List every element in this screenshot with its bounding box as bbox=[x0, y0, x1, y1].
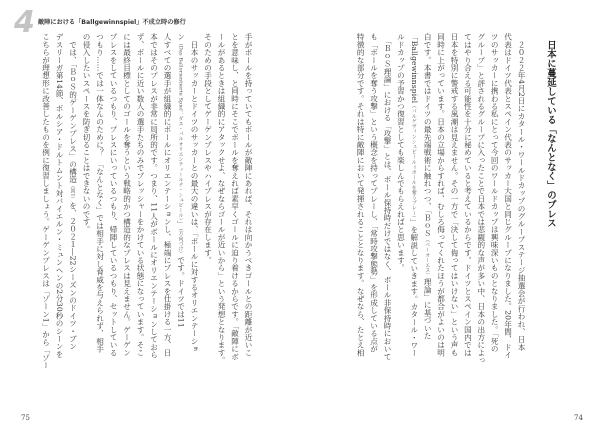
text-segment: 「ＢｏＳ理論」における「攻撃」とは、ボール保持時だけではなく、ボール非保持時において bbox=[383, 33, 392, 361]
text-line bbox=[409, 33, 419, 357]
text-segment: てはやり合える可能性を十分に秘めていると考えているからです。ドイツとスペイン国内では bbox=[463, 33, 473, 357]
text-line bbox=[355, 33, 365, 356]
text-segment: ツのサッカーに携わる私にとって今回のワールドカップは興味深いものとなりました。「死の bbox=[490, 33, 500, 353]
text-segment: つもり……では一体なんのために？ 「なんとなく」では相手に対し脅威を与えられず、相手 bbox=[95, 33, 105, 353]
text-segment: 日本のサッカーとドイツのサッカーとの最大の違いは、「ボールに対するオリエンテーショ bbox=[190, 33, 199, 353]
text-line bbox=[203, 33, 213, 264]
text-segment: グループ」と評されるグループに入ったことで日本では悲観的な声が多い中、日本の出方によっ bbox=[476, 33, 486, 365]
text-segment: こちらが理想形に改善したものを例に復習しましょう。ゲーゲンプレスは「ゾーン1」から「ゾー bbox=[41, 33, 51, 370]
text-segment: ず、ボールに近い数人の選手たちのみでプレッシャーをかけている状態になっています。そこ bbox=[136, 33, 145, 357]
running-head: 敵陣における「Ballgewinnspiel」不成立時の修行 bbox=[38, 19, 186, 26]
annotation: （バルゲヴィンシュピール＝ボールを奪うプレー） bbox=[410, 103, 417, 219]
text-segment: そのための手段としてゲーゲンプレスやハイプレスが存在します。 bbox=[203, 33, 213, 264]
text-line bbox=[216, 33, 226, 364]
text-segment: デスリーガ第14節、ボルシア・ドルトムント対バイエルン・ミュンヘンの2分30秒のシーンを bbox=[55, 33, 64, 358]
text-segment: 白です。本書ではドイツの最先端戦術に触れつつ、「ＢｏＳ bbox=[423, 33, 433, 238]
text-line bbox=[462, 33, 472, 356]
text-line bbox=[243, 33, 253, 356]
text-line bbox=[108, 33, 118, 356]
text-segment: 人すべての選手が組織的にボールにオリエンテーションし、極端にプレスを仕掛ける一方、日 bbox=[163, 33, 172, 357]
text-line bbox=[369, 33, 379, 353]
annotation: （ベーオーエス） bbox=[424, 237, 431, 278]
text-segment: 「Ballgewinnspiel bbox=[409, 33, 419, 104]
text-line bbox=[516, 33, 526, 351]
text-segment: 」を解説していきます。カタール・ワー bbox=[409, 218, 419, 357]
text-line bbox=[230, 33, 240, 360]
text-line bbox=[54, 33, 64, 358]
text-segment: の侵入したいスペースを防ぎ切ることはできないのです。 bbox=[82, 33, 91, 234]
text-line bbox=[68, 33, 78, 350]
page-number: 75 bbox=[21, 414, 30, 422]
text-line bbox=[176, 33, 186, 328]
right-page bbox=[300, 0, 600, 442]
text-line bbox=[489, 33, 499, 353]
text-segment: 特徴的な部分です。それは特に敵陣において発揮されることとなります。なぜなら、たとえ相 bbox=[356, 33, 366, 357]
annotation: （Das Ballorientierte Spiel：ダス・バルオリエンティールテ・シュピール） bbox=[177, 40, 184, 221]
text-segment: では、「ＢｏＳ的ゲーゲンプレス」の構造 bbox=[68, 33, 78, 184]
text-line bbox=[476, 33, 486, 364]
text-segment: には最終目標としてのゴールを奪うという戦略的かつ構造的なプレスは見えません。ゲーゲン bbox=[122, 33, 132, 357]
text-line bbox=[81, 33, 91, 233]
page-number: 74 bbox=[574, 414, 583, 422]
text-segment: も「ボールを奪う攻撃」という概念を持ってプレーし、「常時攻撃態勢」を形成している点が bbox=[369, 33, 379, 353]
text-line bbox=[395, 33, 405, 272]
text-segment: 本ではそのプレスが非常に局所的です。つまり、11人がボールにオリエンテーションしておら bbox=[149, 33, 159, 359]
text-line bbox=[503, 33, 513, 359]
text-line bbox=[382, 33, 392, 360]
text-segment: 」 bbox=[176, 220, 186, 229]
text-segment: 代表はドイツ代表とスペイン代表のサッカー大国と同じグループになりました。20年間、ドイ bbox=[503, 33, 513, 359]
text-line bbox=[149, 33, 159, 359]
text-segment: 同時に上がっています。日本の立場からすれば、むしろ侮ってくれたほうが都合がよいのは明 bbox=[436, 33, 446, 357]
text-line bbox=[189, 33, 199, 353]
text-line bbox=[449, 33, 459, 356]
chapter-number: 4 bbox=[14, 5, 35, 40]
text-segment: とを意味し、と同時にそこでボールを奪えれば素早くゴールに迫り着けるからです。「敵陣にボ bbox=[230, 33, 240, 361]
text-segment: を、２０２１―22シーズンのドイツ・ブン bbox=[68, 201, 78, 351]
text-line bbox=[422, 33, 432, 340]
text-line bbox=[122, 33, 132, 356]
annotation: （方向づけ） bbox=[177, 228, 184, 257]
annotation: （図1） bbox=[69, 183, 76, 202]
text-line bbox=[41, 33, 51, 369]
text-line bbox=[95, 33, 105, 353]
text-segment: です。ドイツでは11 bbox=[176, 256, 186, 328]
text-segment: ２０２２年4月2日にカタール・ワールドカップのグループステージ抽選会が行われ、日本 bbox=[517, 33, 526, 351]
text-line bbox=[436, 33, 446, 356]
text-segment: ン bbox=[176, 33, 186, 41]
text-segment: プレスをしているつもり、プレスにいっているつもり、帰陣しているつもり、セットしている bbox=[109, 33, 118, 357]
text-segment: 日本を特別に警戒する風潮は見えません。その一方で「決して侮ってはいけない」という声も bbox=[450, 33, 459, 357]
text-segment: ールがあるときは組織的にアタックせよ、なぜならゴールが近いから」という発想となります。 bbox=[217, 33, 226, 365]
text-line bbox=[162, 33, 172, 356]
text-segment: 理論」に基づいた bbox=[423, 277, 433, 340]
text-line bbox=[135, 33, 145, 356]
text-segment: 手がボールを持っていてもボールが敵陣にあれば、それは向かうべきゴールとの距離が近いこ bbox=[244, 33, 253, 357]
text-segment: ルドカップの予習かつ復習としても楽しんでもらえればと思います。 bbox=[396, 33, 406, 272]
section-title: 日本に蔓延している「なんとなく」のプレス bbox=[545, 40, 556, 228]
